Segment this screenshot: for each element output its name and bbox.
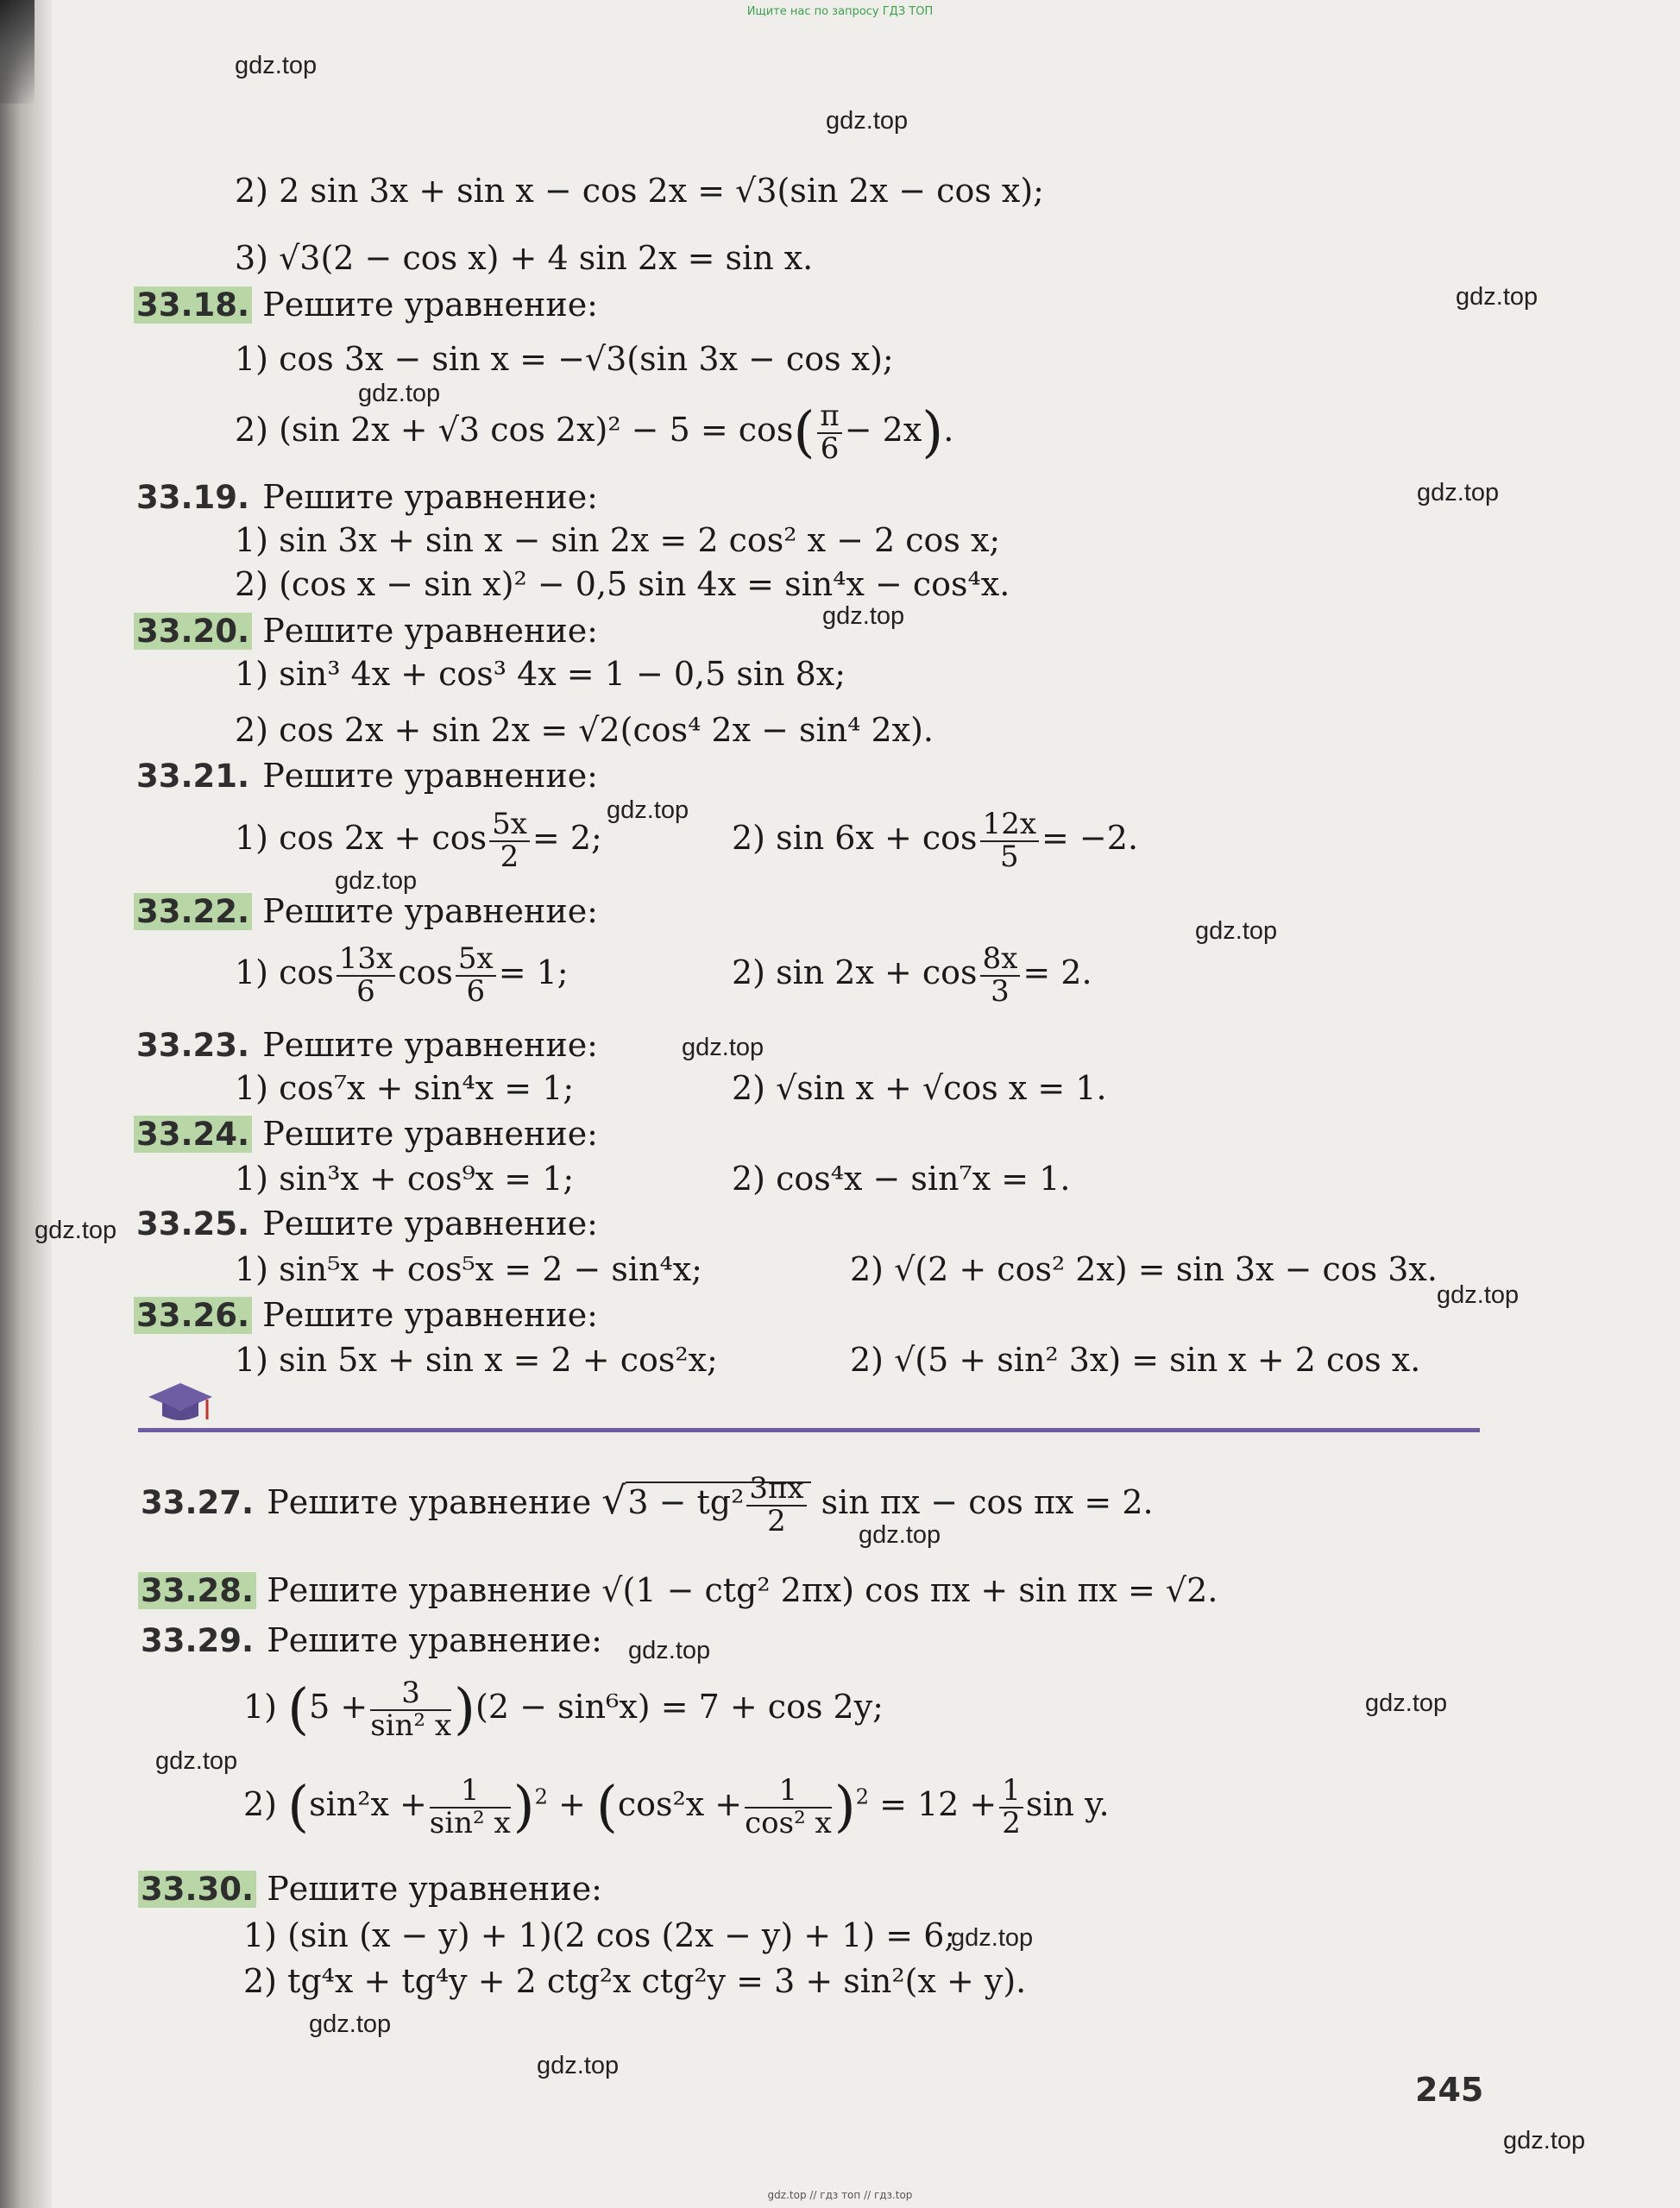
problem-prompt: Решите уравнение: — [262, 1205, 598, 1242]
equation-30-2: 2) tg⁴x + tg⁴y + 2 ctg²x ctg²y = 3 + sin²(x + y). — [243, 1962, 1027, 2000]
problem-number: 33.28. — [138, 1572, 256, 1609]
problem-number: 33.26. — [134, 1297, 252, 1334]
equation-21-2: 2) sin 6x + cos $\frac{12x}{5}$ = −2. — [732, 807, 1139, 874]
problem-prompt: Решите уравнение: — [262, 757, 598, 795]
problem-prompt: Решите уравнение: — [262, 892, 598, 930]
watermark: gdz.top — [859, 1521, 941, 1549]
watermark: gdz.top — [682, 1034, 764, 1061]
footer-note: gdz.top // гдз топ // гдз.top — [767, 2189, 913, 2201]
equation-part: sin πx − cos πx = 2. — [821, 1483, 1154, 1522]
watermark: gdz.top — [607, 796, 689, 824]
equation-20-2: 2) cos 2x + sin 2x = √2(cos⁴ 2x − sin⁴ 2x). — [235, 711, 934, 749]
problem-number: 33.29. — [141, 1622, 255, 1659]
problem-33-20 — [134, 613, 598, 651]
watermark: gdz.top — [951, 1924, 1034, 1952]
problem-33-29 — [138, 1622, 602, 1660]
square-root: √3 − tg² $\frac{3\pi x}{2}$ — [601, 1483, 810, 1521]
problem-prompt: Решите уравнение: — [262, 612, 598, 650]
watermark: gdz.top — [1456, 283, 1538, 311]
equation-18-2: 2) (sin 2x + √3 cos 2x)² − 5 = cos( $\frac{\pi}{6}$ − 2x). — [235, 399, 954, 466]
section-divider — [138, 1428, 1480, 1432]
problem-number: 33.25. — [136, 1205, 250, 1242]
watermark: gdz.top — [1195, 917, 1278, 945]
problem-number: 33.30. — [138, 1871, 256, 1908]
fraction: $\frac{5x}{6}$ — [456, 944, 496, 1007]
problem-prompt: Решите уравнение: — [262, 1296, 598, 1334]
problem-number: 33.27. — [141, 1484, 255, 1522]
watermark: gdz.top — [335, 867, 418, 895]
problem-33-25 — [134, 1205, 598, 1243]
watermark: gdz.top — [1503, 2127, 1586, 2155]
fraction: $\frac{13x}{6}$ — [337, 944, 395, 1007]
problem-prompt: Решите уравнение: — [262, 1115, 598, 1153]
problem-number: 33.20. — [134, 613, 252, 650]
problem-prompt: Решите уравнение — [267, 1483, 592, 1522]
equation-19-1: 1) sin 3x + sin x − sin 2x = 2 cos² x − 2 cos x; — [235, 521, 1001, 559]
equation-26-2: 2) √(5 + sin² 3x) = sin x + 2 cos x. — [850, 1341, 1421, 1379]
problem-number: 33.23. — [136, 1027, 250, 1064]
fraction: $\frac{1}{2}$ — [999, 1776, 1023, 1839]
fraction: $\frac{1}{\text{cos² x}}$ — [745, 1773, 832, 1840]
equation-part: 2) (sin 2x + √3 cos 2x)² − 5 = cos — [235, 411, 794, 450]
equation-22-2: 2) sin 2x + cos $\frac{8x}{3}$ = 2. — [732, 941, 1092, 1009]
equation-24-2: 2) cos⁴x − sin⁷x = 1. — [732, 1160, 1071, 1198]
watermark: gdz.top — [155, 1747, 238, 1775]
equation-25-2: 2) √(2 + cos² 2x) = sin 3x − cos 3x. — [850, 1250, 1438, 1288]
watermark: gdz.top — [1365, 1689, 1448, 1717]
problem-prompt: Решите уравнение — [267, 1571, 592, 1609]
fraction: $\frac{3\pi x}{2}$ — [746, 1474, 806, 1537]
problem-33-23 — [134, 1027, 598, 1065]
problem-33-26 — [134, 1297, 598, 1335]
watermark: gdz.top — [235, 52, 318, 79]
equation-20-1: 1) sin³ 4x + cos³ 4x = 1 − 0,5 sin 8x; — [235, 655, 846, 693]
equation-26-1: 1) sin 5x + sin x = 2 + cos²x; — [235, 1341, 718, 1379]
watermark: gdz.top — [1437, 1281, 1520, 1309]
equation-23-2: 2) √sin x + √cos x = 1. — [732, 1069, 1107, 1107]
equation-28: √(1 − ctg² 2πx) cos πx + sin πx = √2. — [601, 1571, 1218, 1609]
watermark: gdz.top — [35, 1217, 117, 1244]
problem-number: 33.18. — [134, 286, 252, 324]
problem-prompt: Решите уравнение: — [262, 1026, 598, 1064]
problem-33-27 — [138, 1471, 1154, 1538]
equation-25-1: 1) sin⁵x + cos⁵x = 2 − sin⁴x; — [235, 1250, 702, 1288]
watermark: gdz.top — [826, 107, 909, 135]
equation-29-2: 2) (sin²x + $\frac{1}{\text{sin² x}}$ )$^2$ + (cos²x + $\frac{1}{\text{cos² x}}$ )$^2$ = 12 + $\frac{1}{2}$ sin y. — [243, 1773, 1110, 1840]
fraction: $\frac{3}{\text{sin² x}}$ — [370, 1676, 452, 1743]
equation-23-1: 1) cos⁷x + sin⁴x = 1; — [235, 1069, 575, 1107]
problem-33-22 — [134, 893, 598, 931]
problem-33-18 — [134, 286, 598, 324]
problem-prompt: Решите уравнение: — [262, 478, 598, 516]
equation-part: − 2x — [844, 411, 922, 450]
equation-29-1: 1) (5 + $\frac{3}{\text{sin² x}}$ )(2 − sin⁶x) = 7 + cos 2y; — [243, 1676, 884, 1743]
watermark: gdz.top — [309, 2010, 392, 2038]
problem-number: 33.19. — [136, 479, 250, 516]
problem-33-19 — [134, 479, 598, 517]
equation-22-1: 1) cos $\frac{13x}{6}$ cos $\frac{5x}{6}$ = 1; — [235, 941, 569, 1009]
fraction: $\frac{\pi}{6}$ — [817, 401, 841, 464]
problem-prompt: Решите уравнение: — [267, 1870, 602, 1908]
equation-17-2: 2) 2 sin 3x + sin x − cos 2x = √3(sin 2x − cos x); — [235, 172, 1044, 210]
equation-19-2: 2) (cos x − sin x)² − 0,5 sin 4x = sin⁴x − cos⁴x. — [235, 565, 1010, 603]
watermark: gdz.top — [822, 602, 905, 630]
page-number: 245 — [1415, 2071, 1484, 2109]
equation-30-1: 1) (sin (x − y) + 1)(2 cos (2x − y) + 1) = 6; — [243, 1916, 956, 1954]
fraction: $\frac{1}{\text{sin² x}}$ — [429, 1773, 511, 1840]
problem-prompt: Решите уравнение: — [267, 1621, 602, 1659]
equation-18-1: 1) cos 3x − sin x = −√3(sin 3x − cos x); — [235, 340, 894, 378]
page-fold-shadow — [0, 0, 52, 2208]
problem-33-28 — [138, 1572, 1218, 1610]
fraction: $\frac{8x}{3}$ — [980, 944, 1021, 1007]
problem-33-21 — [134, 758, 598, 796]
equation-17-3: 3) √3(2 − cos x) + 4 sin 2x = sin x. — [235, 239, 814, 277]
problem-number: 33.21. — [136, 758, 250, 795]
equation-21-1: 1) cos 2x + cos $\frac{5x}{2}$ = 2; — [235, 807, 602, 874]
header-note: Ищите нас по запросу ГДЗ ТОП — [746, 5, 934, 18]
problem-number: 33.22. — [134, 893, 252, 930]
problem-33-30 — [138, 1871, 602, 1909]
problem-33-24 — [134, 1116, 598, 1154]
problem-number: 33.24. — [134, 1116, 252, 1153]
fraction: $\frac{12x}{5}$ — [980, 809, 1039, 872]
problem-prompt: Решите уравнение: — [262, 286, 598, 324]
graduation-cap-icon — [147, 1378, 214, 1426]
watermark: gdz.top — [358, 380, 441, 407]
watermark: gdz.top — [628, 1637, 711, 1664]
watermark: gdz.top — [537, 2052, 620, 2079]
fraction: $\frac{5x}{2}$ — [489, 809, 530, 872]
watermark: gdz.top — [1417, 479, 1500, 506]
equation-24-1: 1) sin³x + cos⁹x = 1; — [235, 1160, 575, 1198]
